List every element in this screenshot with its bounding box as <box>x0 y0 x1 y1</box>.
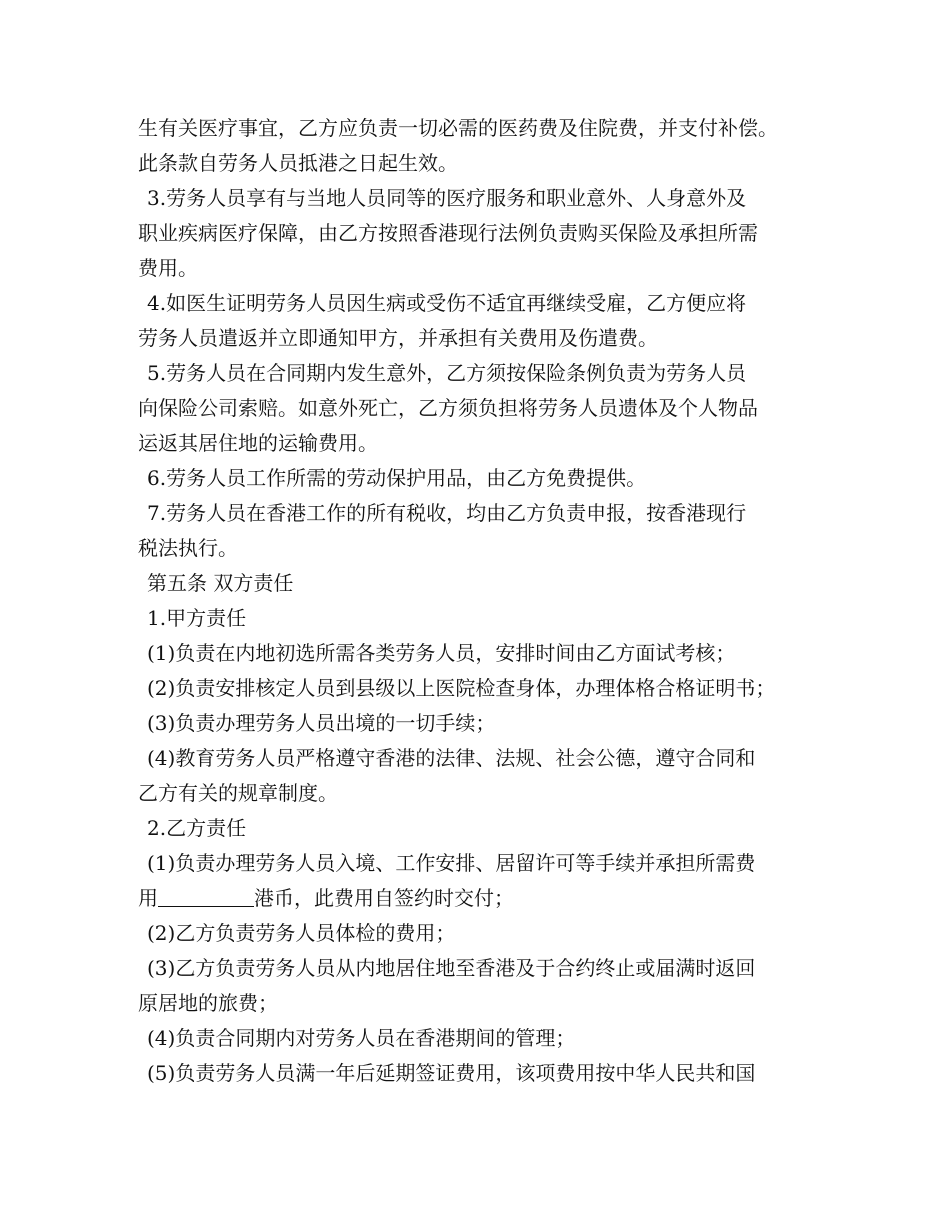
clause-5: 5.劳务人员在合同期内发生意外，乙方须按保险条例负责为劳务人员 <box>147 361 747 385</box>
party-b-item-3: (3)乙方负责劳务人员从内地居住地至香港及于合约终止或届满时返回 <box>147 956 756 980</box>
clause-4: 4.如医生证明劳务人员因生病或受伤不适宜再继续受雇，乙方便应将 <box>147 291 747 315</box>
fee-line-before: 用 <box>138 886 158 910</box>
clause-7: 7.劳务人员在香港工作的所有税收，均由乙方负责申报，按香港现行 <box>147 501 747 525</box>
text-line: 税法执行。 <box>138 536 238 560</box>
text-line: 费用。 <box>138 256 198 280</box>
fee-line-after: 港币，此费用自签约时交付； <box>254 886 514 910</box>
text-line: 向保险公司索赔。如意外死亡，乙方须负担将劳务人员遗体及个人物品 <box>138 396 758 420</box>
text-line: 此条款自劳务人员抵港之日起生效。 <box>138 151 458 175</box>
party-a-item-1: (1)负责在内地初选所需各类劳务人员，安排时间由乙方面试考核； <box>147 641 736 665</box>
party-a-item-2: (2)负责安排核定人员到县级以上医院检查身体，办理体格合格证明书； <box>147 676 776 700</box>
party-b-item-5: (5)负责劳务人员满一年后延期签证费用，该项费用按中华人民共和国 <box>147 1061 756 1085</box>
clause-3: 3.劳务人员享有与当地人员同等的医疗服务和职业意外、人身意外及 <box>147 186 747 210</box>
text-line: 职业疾病医疗保障，由乙方按照香港现行法例负责购买保险及承担所需 <box>138 221 758 245</box>
text-line: 乙方有关的规章制度。 <box>138 781 338 805</box>
party-a-heading: 1.甲方责任 <box>147 606 247 630</box>
fee-amount-blank <box>158 886 254 907</box>
contract-body <box>138 111 838 1091</box>
party-b-item-1: (1)负责办理劳务人员入境、工作安排、居留许可等手续并承担所需费 <box>147 851 756 875</box>
party-b-item-4: (4)负责合同期内对劳务人员在香港期间的管理； <box>147 1026 576 1050</box>
clause-6: 6.劳务人员工作所需的劳动保护用品，由乙方免费提供。 <box>147 466 647 490</box>
party-a-item-3: (3)负责办理劳务人员出境的一切手续； <box>147 711 496 735</box>
party-b-heading: 2.乙方责任 <box>147 816 247 840</box>
party-b-item-2: (2)乙方负责劳务人员体检的费用； <box>147 921 456 945</box>
party-a-item-4: (4)教育劳务人员严格遵守香港的法律、法规、社会公德，遵守合同和 <box>147 746 756 770</box>
text-line: 原居地的旅费； <box>138 991 278 1015</box>
text-line: 生有关医疗事宜，乙方应负责一切必需的医药费及住院费，并支付补偿。 <box>138 116 778 140</box>
text-line: 劳务人员遣返并立即通知甲方，并承担有关费用及伤遣费。 <box>138 326 658 350</box>
article-5-heading: 第五条 双方责任 <box>147 571 294 595</box>
text-line: 运返其居住地的运输费用。 <box>138 431 378 455</box>
fee-line <box>138 881 838 916</box>
